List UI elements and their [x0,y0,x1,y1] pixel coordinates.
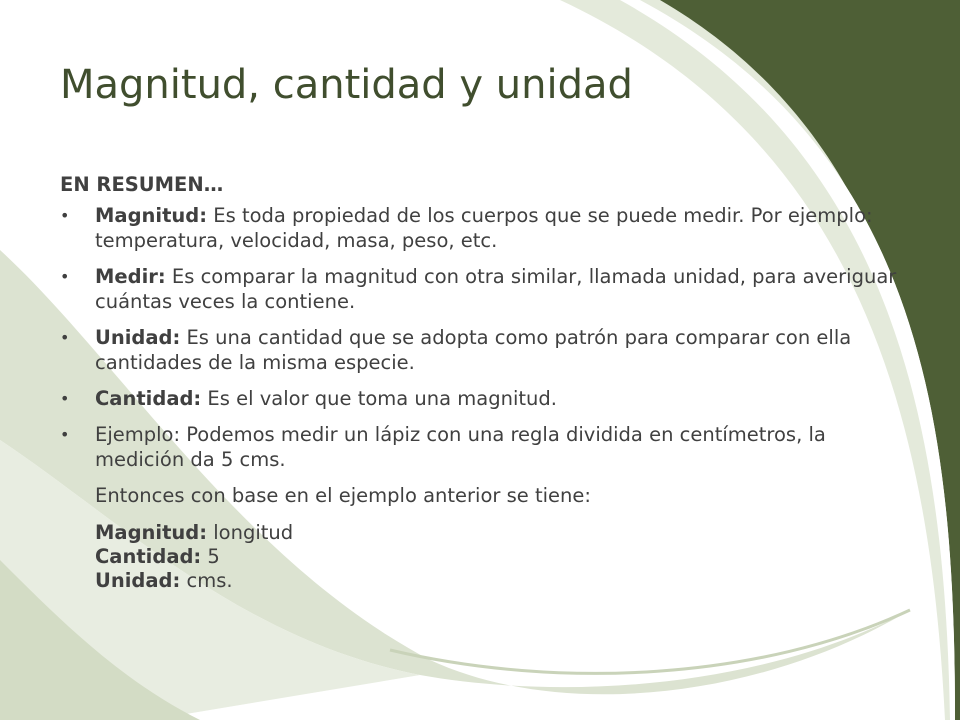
summary-term: Magnitud: [95,521,208,544]
bullet-list [60,203,910,472]
summary-line-unidad [95,569,910,593]
summary-value: longitud [207,521,294,544]
summary-line-cantidad [95,545,910,569]
bullet-item-unidad [60,325,910,375]
bullet-text: Es toda propiedad de los cuerpos que se puede medir. Por ejemplo: temperatura, velocidad, masa, peso, etc. [95,204,873,252]
summary-term: Cantidad: [95,545,202,568]
summary-line-magnitud [95,521,910,545]
bottom-swoosh-stroke [390,610,910,673]
bullet-text: Es el valor que toma una magnitud. [201,387,557,410]
summary-term: Unidad: [95,569,181,592]
summary-value: cms. [180,569,233,592]
bullet-icon: • [60,206,70,225]
section-heading: EN RESUMEN… [60,173,224,196]
bullet-term: Medir: [95,265,166,288]
bullet-icon: • [60,328,70,347]
bullet-term: Cantidad: [95,387,202,410]
followup-paragraph: Entonces con base en el ejemplo anterior se tiene: [95,484,591,507]
summary-block [60,521,910,593]
bullet-text: Es comparar la magnitud con otra similar, llamada unidad, para averiguar cuántas veces la contiene. [95,265,897,313]
bullet-term: Unidad: [95,326,181,349]
bullet-icon: • [60,389,70,408]
bullet-icon: • [60,425,70,444]
bullet-item-ejemplo [60,422,910,472]
bullet-term: Magnitud: [95,204,208,227]
bullet-text: Ejemplo: Podemos medir un lápiz con una regla dividida en centímetros, la medición da 5 cms. [95,423,826,471]
slide-content [60,172,910,593]
bullet-text: Es una cantidad que se adopta como patrón para comparar con ella cantidades de la misma especie. [95,326,852,374]
bullet-item-cantidad [60,386,910,411]
bullet-item-medir [60,264,910,314]
slide-title: Magnitud, cantidad y unidad [60,62,633,108]
bullet-icon: • [60,267,70,286]
bullet-item-magnitud [60,203,910,253]
summary-value: 5 [201,545,220,568]
